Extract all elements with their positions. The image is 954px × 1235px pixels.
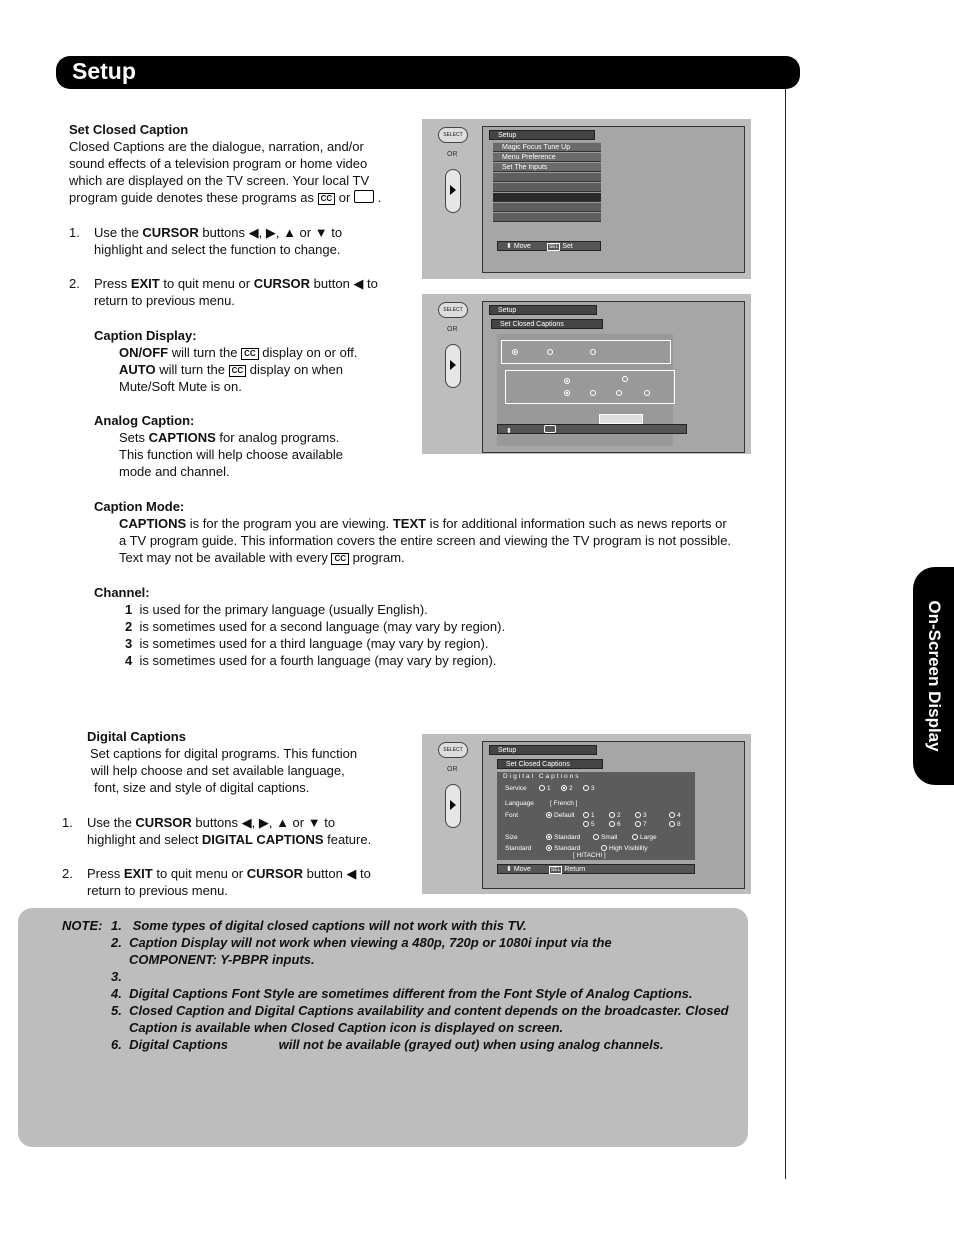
menu-footer: ⬍ Move SEL Return	[497, 864, 695, 874]
caption-display-heading: Caption Display:	[94, 328, 197, 343]
channel-item: 2 is sometimes used for a second language (may vary by region).	[125, 619, 506, 634]
font-option: Default	[546, 812, 575, 819]
menu-item[interactable]: Menu Preference	[493, 152, 601, 162]
menu-footer: ⬍ Move SEL Set	[497, 241, 601, 251]
font-option: 7	[635, 821, 647, 828]
cc-step-2: 2. Press EXIT to quit menu or CURSOR button ◀ to return to previous menu.	[69, 276, 378, 308]
sel-icon	[544, 425, 556, 433]
font-option: 4	[669, 812, 681, 819]
analog-caption-heading: Analog Caption:	[94, 413, 195, 428]
menu-footer	[497, 424, 687, 434]
move-icon: ⬍	[506, 428, 512, 435]
caption-display-section: Caption Display: ON/OFF will turn the CC display on or off. AUTO will turn the CC display on when Mute/Soft Mute is on.	[94, 327, 414, 395]
digital-captions-heading: Digital Captions	[87, 729, 186, 744]
channel-section	[94, 584, 594, 669]
digital-captions-button[interactable]	[599, 414, 643, 424]
standard-value: [ HITACHI ]	[573, 852, 606, 859]
cursor-right-button[interactable]	[445, 344, 461, 388]
menu-item[interactable]	[493, 172, 601, 182]
caption-display-radio[interactable]	[547, 349, 553, 355]
side-tab-label: On-Screen Display	[924, 600, 944, 752]
analog-caption-section: Analog Caption: Sets CAPTIONS for analog programs. This function will help choose available mode and channel.	[94, 412, 414, 480]
sel-icon: SEL	[548, 244, 559, 250]
menu-title-bar: Setup	[489, 745, 597, 755]
closed-caption-intro-3: which are displayed on the TV screen. Your local TV	[69, 173, 370, 188]
channel-radio[interactable]	[590, 390, 596, 396]
caption-mode-radio[interactable]	[622, 376, 628, 382]
closed-caption-heading: Set Closed Caption	[69, 122, 189, 137]
caption-mode-radio[interactable]	[564, 378, 570, 384]
caption-bubble-icon	[354, 190, 374, 203]
cc-icon: CC	[318, 193, 336, 205]
cc-icon: CC	[241, 348, 259, 360]
cc-icon: CC	[229, 365, 247, 377]
note-item: 4. Digital Captions Font Style are sometimes different from the Font Style of Analog Captions.	[111, 986, 693, 1001]
select-button[interactable]: SELECT	[438, 742, 468, 758]
closed-caption-intro-4: program guide denotes these programs as CC or .	[69, 190, 382, 205]
channel-item: 3 is sometimes used for a third language (may vary by region).	[125, 636, 489, 651]
closed-caption-intro-2: sound effects of a television program or home video	[69, 156, 368, 171]
font-option: 1	[583, 812, 595, 819]
cursor-right-button[interactable]	[445, 784, 461, 828]
move-icon: ⬍	[506, 866, 512, 873]
page-title: Setup	[72, 58, 136, 84]
language-select[interactable]: [ French ]	[550, 800, 578, 807]
analog-caption-box	[505, 370, 675, 404]
page-header-bar	[56, 56, 800, 89]
menu-list	[493, 142, 601, 222]
size-option: Large	[632, 834, 657, 841]
note-item: 2. Caption Display will not work when viewing a 480p, 720p or 1080i input via the	[111, 935, 612, 950]
menu-title-bar: Setup	[489, 130, 595, 140]
select-button[interactable]: SELECT	[438, 302, 468, 318]
menu-subtitle-bar: Set Closed Captions	[497, 759, 603, 769]
menu-item[interactable]	[493, 192, 601, 202]
menu-item[interactable]	[493, 212, 601, 222]
screen3-tv	[482, 741, 745, 889]
dc-step-1: 1. Use the CURSOR buttons ◀, ▶, ▲ or ▼ to highlight and select DIGITAL CAPTIONS feature.	[62, 815, 372, 847]
channel-radio[interactable]	[564, 390, 570, 396]
screen1-tv	[482, 126, 745, 273]
or-label: OR	[447, 326, 458, 333]
standard-option: High Visibility	[601, 845, 648, 852]
digital-captions-section: Digital Captions Set captions for digital programs. This function will help choose and set available language, font, size and style of digital captions.	[87, 728, 407, 796]
channel-radio[interactable]	[644, 390, 650, 396]
screen1-panel	[422, 119, 751, 279]
cursor-right-button[interactable]	[445, 169, 461, 213]
caption-display-box	[501, 340, 671, 364]
caption-display-radio[interactable]	[590, 349, 596, 355]
size-option: Standard	[546, 834, 580, 841]
channel-heading: Channel:	[94, 585, 150, 600]
sel-icon: SEL	[550, 867, 561, 873]
font-option: 5	[583, 821, 595, 828]
digital-captions-panel-title: Digital Captions	[503, 773, 581, 780]
side-tab	[913, 567, 954, 785]
screen2-panel	[422, 294, 751, 454]
closed-caption-section	[69, 121, 414, 206]
service-option: 3	[583, 785, 595, 792]
cc-step-1: 1. Use the CURSOR buttons ◀, ▶, ▲ or ▼ to highlight and select the function to change.	[69, 225, 343, 257]
menu-item[interactable]	[493, 202, 601, 212]
menu-subtitle-bar: Set Closed Captions	[491, 319, 603, 329]
size-option: Small	[593, 834, 617, 841]
screen3-panel	[422, 734, 751, 894]
menu-item[interactable]	[493, 182, 601, 192]
channel-item: 1 is used for the primary language (usually English).	[125, 602, 428, 617]
or-label: OR	[447, 151, 458, 158]
menu-item[interactable]: Set The Inputs	[493, 162, 601, 172]
digital-captions-panel: Digital Captions Service 1 2 3 Language [ French ] Font Default 1 2 3 4 5 6 7 8 Size Standard Small Large Standard Standard High Visibility [ HITACHI ]	[497, 772, 695, 860]
font-option: 8	[669, 821, 681, 828]
menu-title-bar: Setup	[489, 305, 597, 315]
select-button[interactable]: SELECT	[438, 127, 468, 143]
move-icon: ⬍	[506, 243, 512, 250]
caption-display-radio[interactable]	[512, 349, 518, 355]
screen2-tv	[482, 301, 745, 453]
dc-step-2: 2. Press EXIT to quit menu or CURSOR button ◀ to return to previous menu.	[62, 866, 371, 898]
caption-mode-section: Caption Mode: CAPTIONS is for the program you are viewing. TEXT is for additional information such as news reports or a TV program guide. This information covers the entire screen and viewing the TV program is not possible. Text may not be available with every CC program.	[94, 498, 754, 566]
channel-radio[interactable]	[616, 390, 622, 396]
note-list: 1. Some types of digital closed captions will not work with this TV. 2. Caption Display will not work when viewing a 480p, 720p or 1080i input via the COMPONENT: Y-PBPR inputs. 3. 4. Digital Captions Font Style are sometimes different from the Font Style of Analog Captions. 5. Closed Caption and Digital Captions availability and content depends on the broadcaster. Closed Caption is available when Closed Caption icon is displayed on screen. 6. Digital Captions will not be available (grayed out) when using analog channels.	[111, 917, 741, 1053]
margin-rule	[785, 89, 786, 1179]
note-item: 6. Digital Captions will not be available (grayed out) when using analog channels.	[111, 1037, 664, 1052]
channel-item: 4 is sometimes used for a fourth language (may vary by region).	[125, 653, 497, 668]
font-option: 3	[635, 812, 647, 819]
note-item: 5. Closed Caption and Digital Captions availability and content depends on the broadcaster. Closed	[111, 1003, 729, 1018]
cc-icon: CC	[331, 553, 349, 565]
service-option: 1	[539, 785, 551, 792]
font-option: 6	[609, 821, 621, 828]
closed-caption-intro-1: Closed Captions are the dialogue, narration, and/or	[69, 139, 364, 154]
menu-item[interactable]: Magic Focus Tune Up	[493, 142, 601, 152]
note-label: NOTE:	[62, 918, 103, 933]
note-item: 1. Some types of digital closed captions will not work with this TV.	[111, 918, 527, 933]
standard-option: Standard	[546, 845, 580, 852]
font-option: 2	[609, 812, 621, 819]
service-option: 2	[561, 785, 573, 792]
note-item: 3.	[111, 969, 122, 984]
caption-mode-heading: Caption Mode:	[94, 499, 185, 514]
or-label: OR	[447, 766, 458, 773]
